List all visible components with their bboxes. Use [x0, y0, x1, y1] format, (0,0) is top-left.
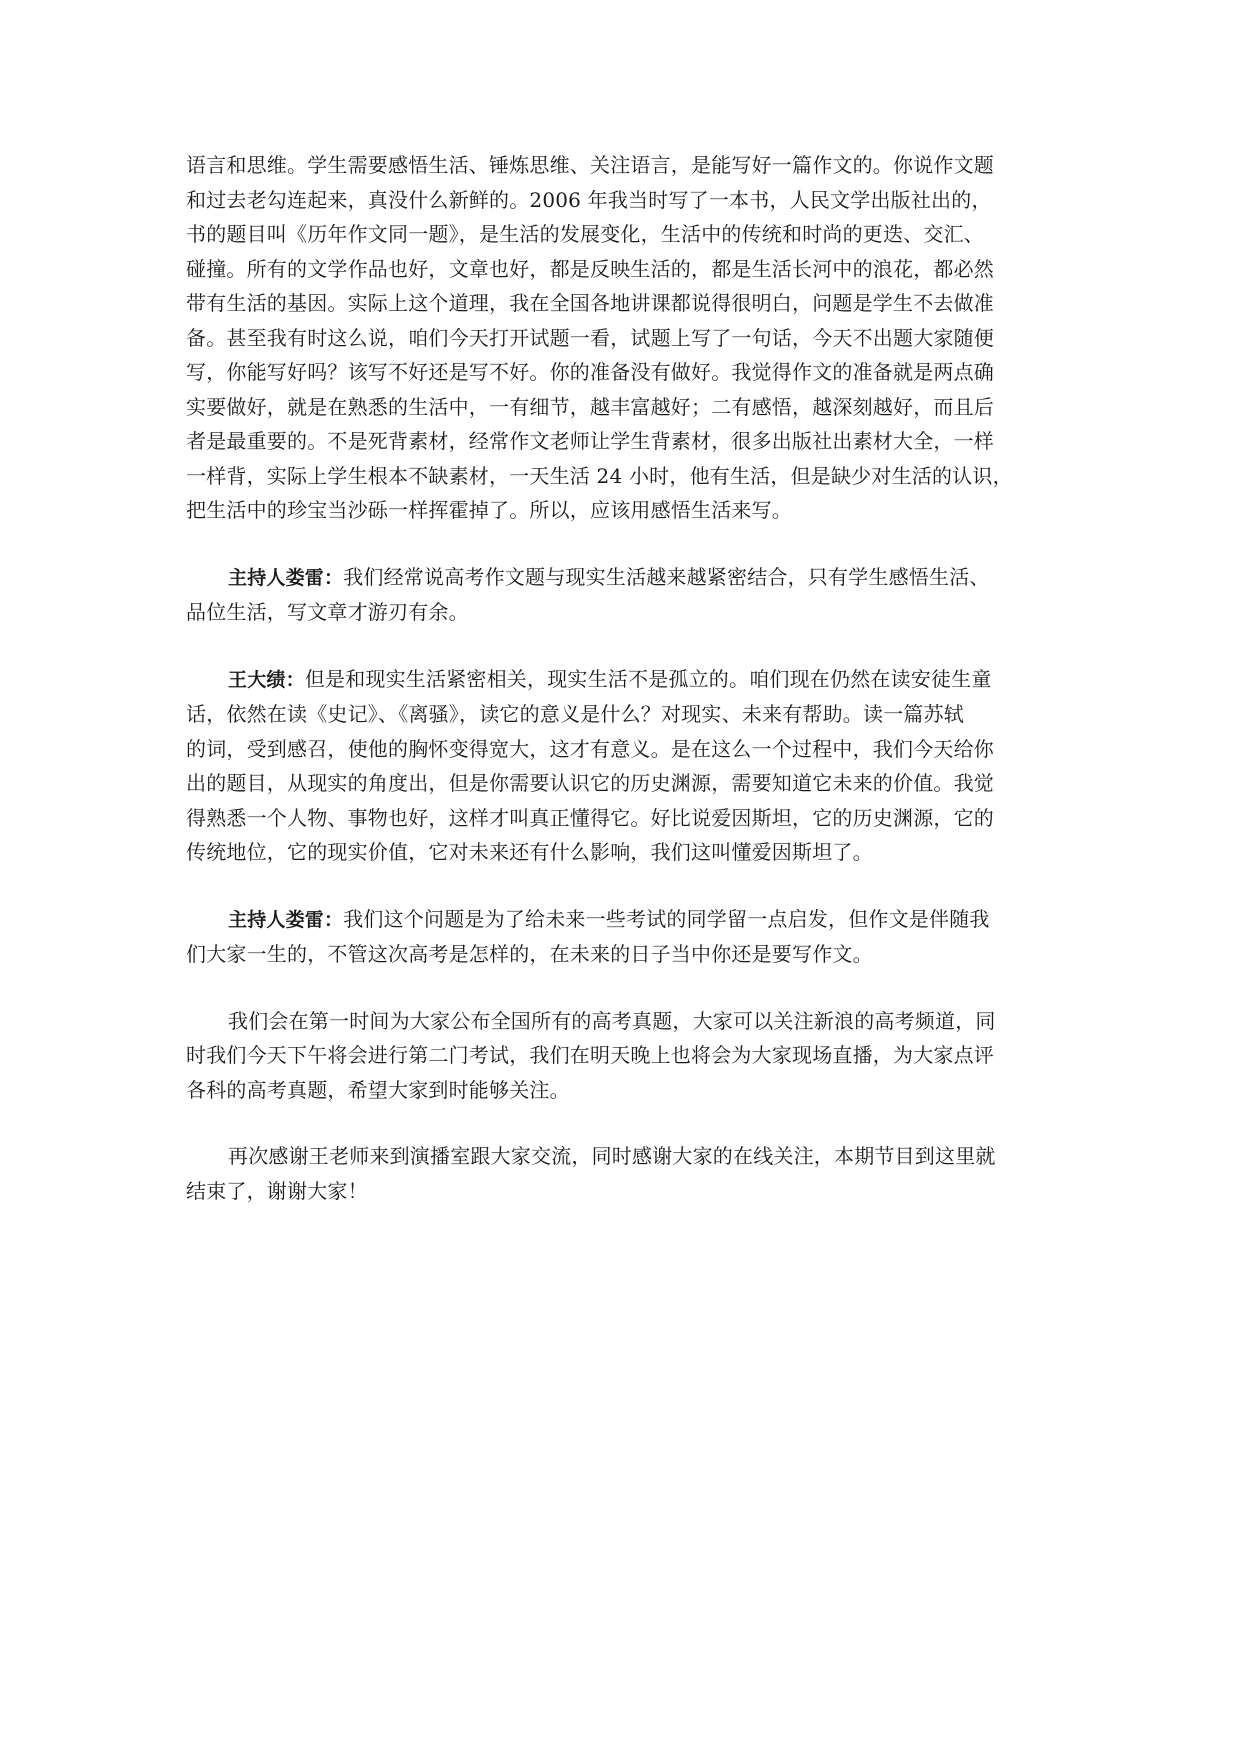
document-body	[186, 148, 1056, 1240]
text-line: 一样背，实际上学生根本不缺素材，一天生活 24 小时，他有生活，但是缺少对生活的认识，	[186, 463, 1013, 488]
text-line: 者是最重要的。不是死背素材，经常作文老师让学生背素材，很多出版社出素材大全，一样	[186, 429, 994, 453]
text-line: 再次感谢王老师来到演播室跟大家交流，同时感谢大家的在线关注，本期节目到这里就	[228, 1144, 996, 1168]
paragraph-4	[186, 902, 1056, 972]
paragraph-1	[186, 148, 1056, 528]
speech-text: 但是和现实生活紧密相关，现实生活不是孤立的。咱们现在仍然在读安徒生童	[304, 666, 992, 691]
speaker-label: 王大绩：	[228, 668, 305, 691]
paragraph-3	[186, 662, 1056, 870]
speech-text: 我们经常说高考作文题与现实生活越来越紧密结合，只有学生感悟生活、	[343, 564, 990, 589]
text-line: 语言和思维。学生需要感悟生活、锤炼思维、关注语言，是能写好一篇作文的。你说作文题	[186, 153, 994, 177]
text-line	[186, 662, 1056, 698]
text-line: 实要做好，就是在熟悉的生活中，一有细节，越丰富越好；二有感悟，越深刻越好，而且后	[186, 394, 994, 419]
text-line: 带有生活的基因。实际上这个道理，我在全国各地讲课都说得很明白，问题是学生不去做准	[186, 291, 994, 315]
text-line: 备。甚至我有时这么说，咱们今天打开试题一看，试题上写了一句话，今天不出题大家随便	[186, 325, 994, 350]
text-line: 们大家一生的，不管这次高考是怎样的，在未来的日子当中你还是要写作文。	[186, 942, 873, 966]
text-line: 结束了，谢谢大家！	[186, 1178, 368, 1203]
paragraph-6	[186, 1139, 1056, 1208]
text-line: 书的题目叫《历年作文同一题》，是生活的发展变化，生活中的传统和时尚的更迭、交汇、	[186, 222, 984, 246]
paragraph-2	[186, 560, 1056, 630]
speaker-label: 主持人娄雷：	[228, 908, 344, 931]
text-line: 品位生活，写文章才游刃有余。	[186, 600, 469, 624]
text-line: 话，依然在读《史记》、《离骚》，读它的意义是什么？对现实、未来有帮助。读一篇苏轼	[186, 702, 964, 726]
text-line: 出的题目，从现实的角度出，但是你需要认识它的历史渊源，需要知道它未来的价值。我觉	[186, 771, 994, 795]
text-line: 得熟悉一个人物、事物也好，这样才叫真正懂得它。好比说爱因斯坦，它的历史渊源，它的	[186, 805, 994, 830]
text-line: 各科的高考真题，希望大家到时能够关注。	[186, 1077, 570, 1102]
text-line: 写，你能写好吗？该写不好还是写不好。你的准备没有做好。我觉得作文的准备就是两点确	[186, 360, 994, 384]
paragraph-5	[186, 1004, 1056, 1108]
speaker-label: 主持人娄雷：	[228, 566, 344, 589]
speech-text: 我们这个问题是为了给未来一些考试的同学留一点启发，但作文是伴随我	[343, 906, 990, 931]
text-line: 和过去老勾连起来，真没什么新鲜的。2006 年我当时写了一本书，人民文学出版社出的，	[186, 187, 992, 212]
text-line: 把生活中的珍宝当沙砾一样挥霍掉了。所以，应该用感悟生活来写。	[186, 498, 792, 522]
text-line: 碰撞。所有的文学作品也好，文章也好，都是反映生活的，都是生活长河中的浪花，都必然	[186, 256, 994, 281]
text-line: 的词，受到感召，使他的胸怀变得宽大，这才有意义。是在这么一个过程中，我们今天给你	[186, 736, 994, 761]
text-line	[186, 902, 1056, 938]
text-line: 我们会在第一时间为大家公布全国所有的高考真题，大家可以关注新浪的高考频道，同	[228, 1008, 996, 1033]
text-line: 传统地位，它的现实价值，它对未来还有什么影响，我们这叫懂爱因斯坦了。	[186, 840, 873, 864]
text-line: 时我们今天下午将会进行第二门考试，我们在明天晚上也将会为大家现场直播，为大家点评	[186, 1043, 994, 1067]
text-line	[186, 560, 1056, 596]
